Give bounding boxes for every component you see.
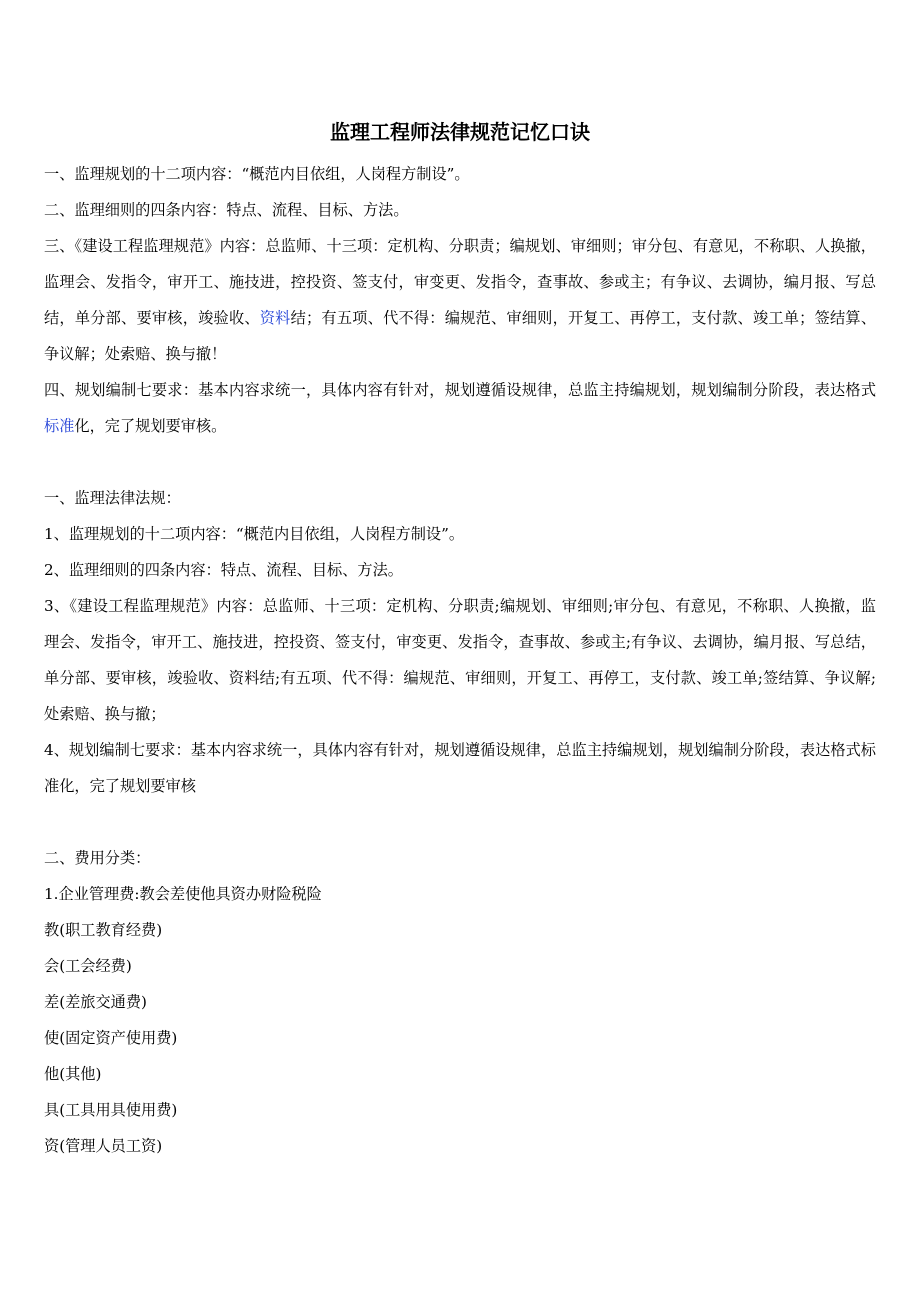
fee-list-item: 他(其他) xyxy=(44,1065,102,1083)
document-title: 监理工程师法律规范记忆口诀 xyxy=(330,120,590,144)
section-b-item-3: 3、《建设工程监理规范》内容：总监师、十三项：定机构、分职责;编规划、审细则;审分包、有意见，不称职、人换撤，监理会、发指令，审开工、施技进，控投资、签支付，审变更、发指令，查事故、参或主;有争议、去调协，编月报、写总结，单分部、要审核，竣验收、资料结;有五项、代不得：编规范、审细则，开复工、再停工，支付款、竣工单;签结算、争议解;处索赔、换与撤； xyxy=(44,597,876,723)
section-a-item-4-text-after: 化，完了规划要审核。 xyxy=(74,417,227,435)
spacer xyxy=(44,444,876,480)
section-b-heading: 一、监理法律法规： xyxy=(44,489,181,507)
biaozhun-link[interactable]: 标准 xyxy=(44,417,75,435)
section-a-item-1: 一、监理规划的十二项内容：“概范内目依组，人岗程方制设”。 xyxy=(44,165,470,183)
section-b-item-4: 4、规划编制七要求：基本内容求统一，具体内容有针对，规划遵循设规律，总监主持编规划，规划编制分阶段，表达格式标准化，完了规划要审核 xyxy=(44,741,876,795)
fee-list-item: 使(固定资产使用费) xyxy=(44,1029,178,1047)
section-a-item-3 xyxy=(44,228,876,372)
fee-list-item: 差(差旅交通费) xyxy=(44,993,147,1011)
section-a-item-4 xyxy=(44,372,876,444)
section-a-item-3-text-before: 三、《建设工程监理规范》内容：总监师、十三项：定机构、分职责；编规划、审细则；审分包、有意见，不称职、人换撤，监理会、发指令，审开工、施技进，控投资、签支付，审变更、发指令，查事故、参或主；有争议、去调协，编月报、写总结，单分部、要审核，竣验收、 xyxy=(44,237,876,327)
section-a-item-4-text-before: 四、规划编制七要求：基本内容求统一，具体内容有针对，规划遵循设规律，总监主持编规划，规划编制分阶段，表达格式 xyxy=(44,381,876,399)
ziliao-link[interactable]: 资料 xyxy=(259,309,291,327)
spacer xyxy=(44,804,876,840)
section-b-item-2: 2、监理细则的四条内容：特点、流程、目标、方法。 xyxy=(44,561,403,579)
section-a-item-2: 二、监理细则的四条内容：特点、流程、目标、方法。 xyxy=(44,201,409,219)
fee-list-item: 教(职工教育经费) xyxy=(44,921,163,939)
section-c-heading: 二、费用分类： xyxy=(44,849,151,867)
section-c-intro: 1.企业管理费:教会差使他具资办财险税险 xyxy=(44,885,322,903)
fee-list-item: 资(管理人员工资) xyxy=(44,1137,163,1155)
fee-list-item: 会(工会经费) xyxy=(44,957,132,975)
section-a-item-3-text-after: 结；有五项、代不得：编规范、审细则，开复工、再停工，支付款、竣工单；签结算、争议解；处索赔、换与撤！ xyxy=(44,309,877,363)
section-b-item-1: 1、监理规划的十二项内容：“概范内目依组，人岗程方制设”。 xyxy=(44,525,465,543)
fee-list-item: 具(工具用具使用费) xyxy=(44,1101,178,1119)
